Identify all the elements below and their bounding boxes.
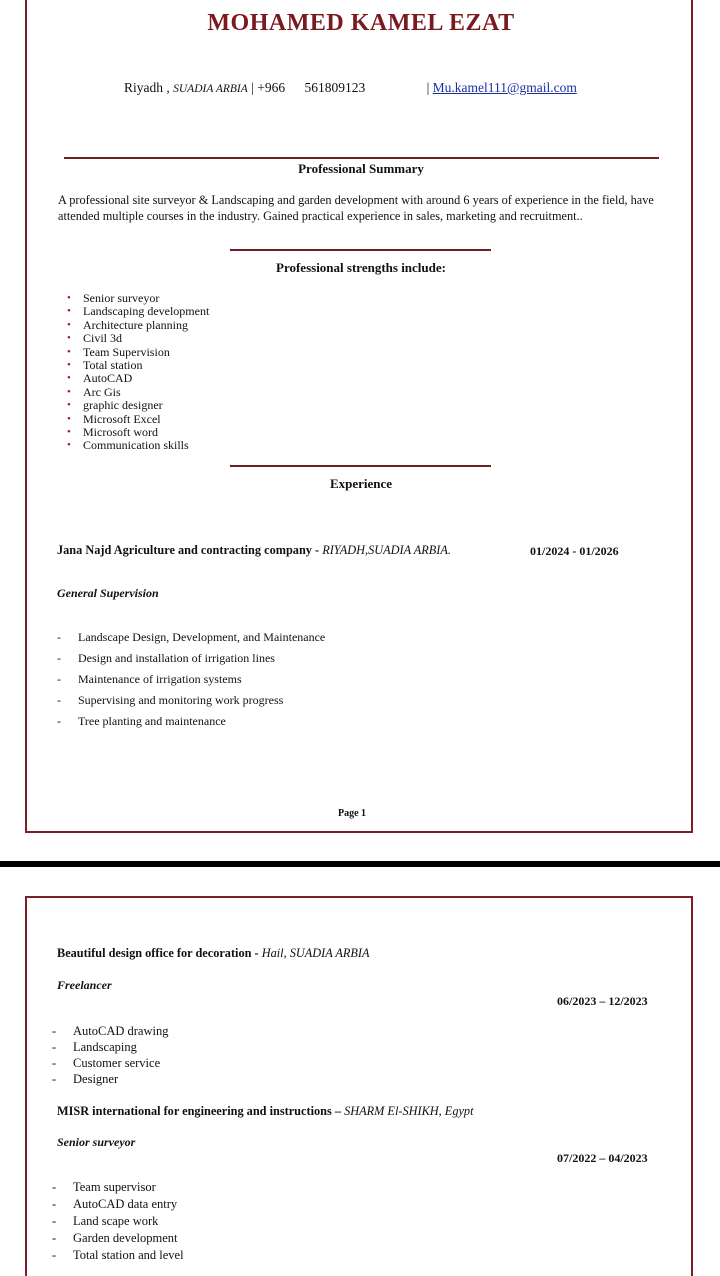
job-company xyxy=(57,1104,474,1119)
job-dates: 01/2024 - 01/2026 xyxy=(530,544,619,558)
strengths-list xyxy=(67,292,209,453)
list-item: - AutoCAD data entry xyxy=(52,1196,184,1213)
contact-country: SUADIA ARBIA xyxy=(173,83,248,95)
job-role: General Supervision xyxy=(57,586,159,600)
contact-email-separator: | xyxy=(426,80,430,95)
contact-phone-prefix: | +966 xyxy=(251,80,286,95)
list-item: - Landscaping xyxy=(52,1039,168,1055)
list-item: • Microsoft Excel xyxy=(67,413,209,426)
list-item: • Team Supervision xyxy=(67,346,209,359)
experience-title: Experience xyxy=(329,476,393,491)
page-separator xyxy=(0,861,720,867)
list-item: - Total station and level xyxy=(52,1247,184,1264)
contact-phone-number: 561809123 xyxy=(304,80,366,95)
list-item: • Microsoft word xyxy=(67,426,209,439)
list-item: • Senior surveyor xyxy=(67,292,209,305)
resume-page-1 xyxy=(25,0,693,833)
contact-line xyxy=(124,80,577,96)
company-name: Jana Najd Agriculture and contracting company - xyxy=(57,543,320,557)
list-item: • Civil 3d xyxy=(67,332,209,345)
list-item: • Architecture planning xyxy=(67,319,209,332)
list-item: • Total station xyxy=(67,359,209,372)
strengths-title: Professional strengths include: xyxy=(276,260,446,275)
list-item: • Communication skills xyxy=(67,439,209,452)
job-task-list xyxy=(52,1023,168,1087)
email-link[interactable]: Mu.kamel111@gmail.com xyxy=(432,80,577,95)
summary-text: A professional site surveyor & Landscaping and garden development with around 6 years of experience in the field, have attended multiple courses in the industry. Gained practical experience in sales, marketing and recruitment.. xyxy=(58,193,654,223)
company-location: RIYADH,SUADIA ARBIA. xyxy=(322,543,451,557)
page-number: Page 1 xyxy=(338,808,367,819)
list-item: - Land scape work xyxy=(52,1213,184,1230)
job-dates: 07/2022 – 04/2023 xyxy=(557,1151,648,1165)
list-item: - Team supervisor xyxy=(52,1179,184,1196)
list-item: - Garden development xyxy=(52,1230,184,1247)
divider-rule xyxy=(230,249,491,251)
company-name: Beautiful design office for decoration - xyxy=(57,946,259,960)
job-dates: 06/2023 – 12/2023 xyxy=(557,994,648,1008)
job-task-list xyxy=(57,627,325,732)
list-item: • Arc Gis xyxy=(67,386,209,399)
divider-rule xyxy=(64,157,659,159)
candidate-name: MOHAMED KAMEL EZAT xyxy=(207,10,515,36)
job-role: Freelancer xyxy=(57,978,112,992)
list-item: - Landscape Design, Development, and Maintenance xyxy=(57,627,325,648)
list-item: - Supervising and monitoring work progress xyxy=(57,690,325,711)
contact-city: Riyadh , xyxy=(124,80,170,95)
company-location: SHARM El-SHIKH, Egypt xyxy=(344,1104,474,1118)
list-item: • Landscaping development xyxy=(67,305,209,318)
list-item: - Designer xyxy=(52,1071,168,1087)
list-item: - AutoCAD drawing xyxy=(52,1023,168,1039)
divider-rule xyxy=(230,465,491,467)
job-company xyxy=(57,946,370,961)
list-item: - Maintenance of irrigation systems xyxy=(57,669,325,690)
list-item: - Customer service xyxy=(52,1055,168,1071)
list-item: • AutoCAD xyxy=(67,372,209,385)
list-item: • graphic designer xyxy=(67,399,209,412)
job-company xyxy=(57,543,451,558)
company-location: Hail, SUADIA ARBIA xyxy=(261,946,370,960)
job-role: Senior surveyor xyxy=(57,1135,136,1149)
company-name: MISR international for engineering and instructions – xyxy=(57,1104,341,1118)
list-item: - Design and installation of irrigation lines xyxy=(57,648,325,669)
job-task-list xyxy=(52,1179,184,1264)
summary-title: Professional Summary xyxy=(298,161,424,176)
list-item: - Tree planting and maintenance xyxy=(57,711,325,732)
